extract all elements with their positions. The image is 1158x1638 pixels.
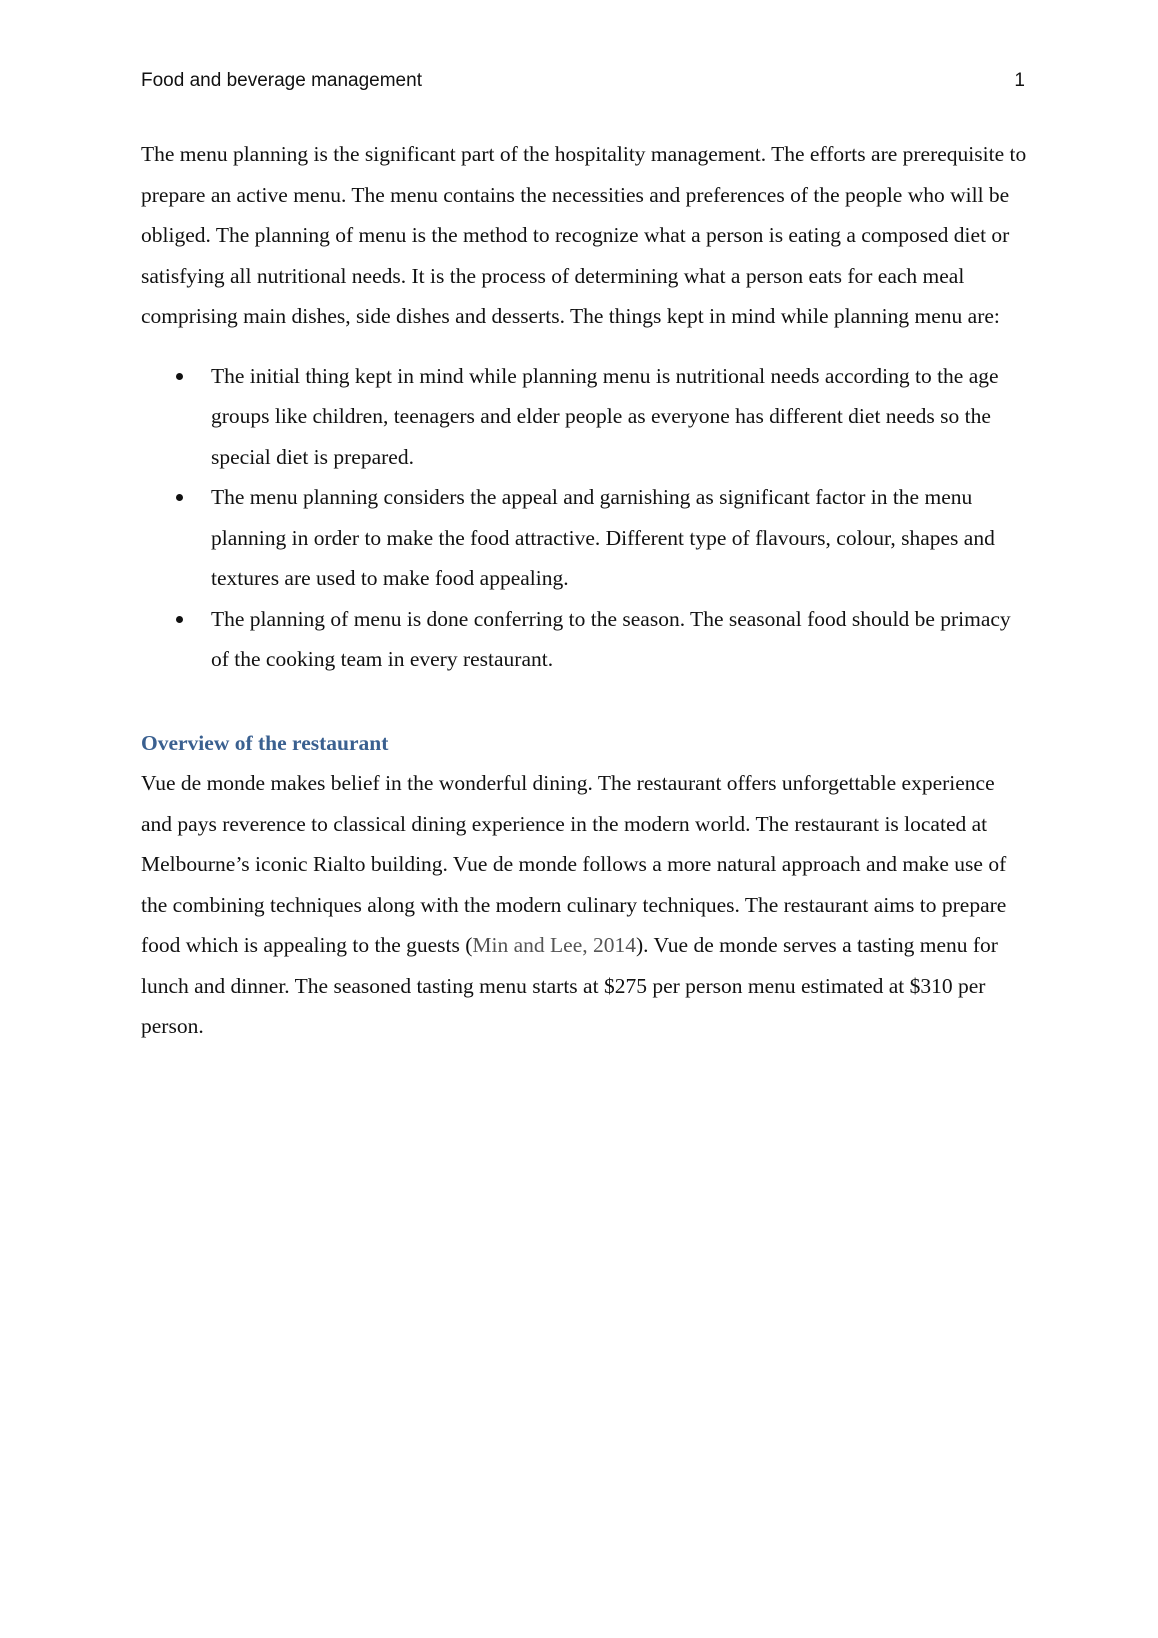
header-title: Food and beverage management xyxy=(141,70,422,91)
bullet-text: The menu planning considers the appeal and garnishing as significant factor in the menu planning in order to make the food attractive. Different type of flavours, colour, shapes and textures are used to make food appealing. xyxy=(211,485,995,590)
bullet-item xyxy=(141,477,1031,599)
overview-text-before: Vue de monde makes belief in the wonderful dining. The restaurant offers unforgettable experience and pays reverence to classical dining experience in the modern world. The restaurant is located at Melbourne’s iconic Rialto building. Vue de monde follows a more natural approach and make use of the combining techniques along with the modern culinary techniques. The restaurant aims to prepare food which is appealing to the guests ( xyxy=(141,771,1007,957)
page-number: 1 xyxy=(1014,70,1025,91)
document-body xyxy=(141,134,1031,1047)
section-heading-overview: Overview of the restaurant xyxy=(141,730,389,755)
bullet-dot-icon xyxy=(176,373,183,380)
bullet-dot-icon xyxy=(176,494,183,501)
bullet-text: The planning of menu is done conferring to the season. The seasonal food should be primacy of the cooking team in every restaurant. xyxy=(211,606,1011,671)
citation: Min and Lee, 2014 xyxy=(472,933,637,957)
bullet-list xyxy=(141,356,1031,680)
bullet-item xyxy=(141,599,1031,680)
bullet-text: The initial thing kept in mind while planning menu is nutritional needs according to the age groups like children, teenagers and elder people as everyone has different diet needs so the special diet is prepared. xyxy=(211,363,999,469)
bullet-dot-icon xyxy=(176,616,183,623)
overview-text-after: ). Vue de monde serves a tasting menu for lunch and dinner. The seasoned tasting menu starts at $275 per person menu estimated at $310 per person. xyxy=(141,933,998,1038)
bullet-item xyxy=(141,356,1031,478)
overview-paragraph xyxy=(141,763,1031,1047)
intro-paragraph: The menu planning is the significant part of the hospitality management. The efforts are prerequisite to prepare an active menu. The menu contains the necessities and preferences of the people who will be obliged. The planning of menu is the method to recognize what a person is eating a composed diet or satisfying all nutritional needs. It is the process of determining what a person eats for each meal comprising main dishes, side dishes and desserts. The things kept in mind while planning menu are: xyxy=(141,142,1027,328)
page-header xyxy=(141,68,1025,98)
